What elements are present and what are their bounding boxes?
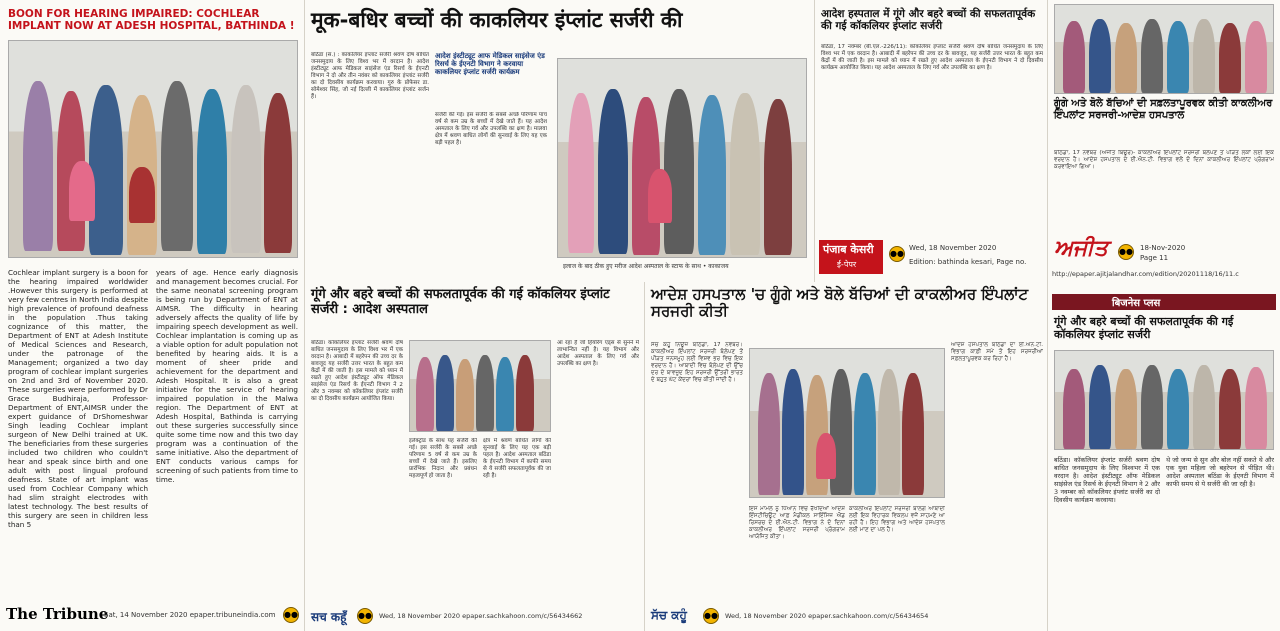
dainik-photo: [1054, 350, 1274, 450]
sachkahoon-top-headline: मूक-बधिर बच्चों की काकलियर इंप्लांट सर्जरी की: [311, 8, 683, 32]
sachkahoon-bottom-col4: आ रहा है जो हियरिंग एड्स से सुनने में लाभान्वित नहीं है। यह विभाग और आदेश अस्पताल के लिए गर्व और उपलब्धि का क्षण है।: [557, 340, 639, 367]
ajit-top-body: ਬਠਿੰਡਾ, 17 ਨਵੰਬਰ (ਅਜੀਤ ਬਿਊਰੋ)- ਕਾਕਲੀਅਰ ਇੰਪਲਾਂਟ ਸਰਜਰੀ ਬੋਲੇਪਣ ਤੋਂ ਪੀੜਤ ਲੋਕਾਂ ਲਈ ਇਕ ਵਰਦਾਨ ਹੈ। ਆਦੇਸ਼ ਹਸਪਤਾਲ ਦੇ ਈ.ਐਨ.ਟੀ. ਵਿਭਾਗ ਵਲੋਂ ਦੋ ਦਿਨਾਂ ਕਾਕਲੀਅਰ ਇੰਪਲਾਂਟ ਪ੍ਰੋਗਰਾਮ ਕਰਵਾਇਆ ਗਿਆ।: [1054, 150, 1274, 170]
sachkahoon-bottom-masthead: सच कहूँ: [311, 610, 347, 624]
clipping-ajit-bottom: [645, 282, 1048, 631]
sachkahoon-bottom-col1: बठिंडा। कॉकलियर इंप्लांट सर्जरी श्रवण दोष बाधित जनसमुदाय के लिए विश्व भर में एक वरदान है। आबादी में बहरेपन की उच्च दर के बावजूद यह सर्जरी उत्तर भारत के बहुत कम केंद्रों में की जाती है। इस मामले को ध्यान में रखते हुए आदेश इंस्टीट्यूट ऑफ मेडिकल साइंसेज एंड रिसर्च के ईएनटी विभाग ने 2 और 3 नवम्बर को कॉकलियर इंप्लांट सर्जरी का दो दिवसीय कार्यक्रम आयोजित किया।: [311, 340, 403, 402]
tribune-masthead: The Tribune: [6, 605, 109, 623]
person: [1115, 369, 1137, 449]
person: [1245, 367, 1267, 449]
child: [648, 169, 672, 223]
sachkahoon-bottom-headline: गूंगे और बहरे बच्चों की सफलतापूर्वक की गई कॉकलियर इंप्लांट सर्जरी : आदेश अस्पताल: [311, 287, 610, 317]
person: [598, 89, 628, 254]
person: [496, 357, 514, 431]
person: [1063, 21, 1085, 93]
person: [698, 95, 726, 255]
ajit-top-page: Page 11: [1140, 254, 1169, 262]
punjabkesari-footer-date: Wed, 18 November 2020: [909, 244, 997, 252]
clipping-sachkahoon-top: [305, 0, 815, 282]
ajit-bottom-col3: ਕਾਕਲੀਅਰ ਇੰਪਲਾਂਟ ਸਰਜਰੀ ਬਾਲਗ ਆਬਾਦੀ ਲਈ ਇਕ ਵਿਹਾਰਕ ਵਿਕਲਪ ਵਜੋਂ ਸਾਹਮਣੇ ਆ ਰਹੀ ਹੈ। ਇਹ ਵਿਭਾਗ ਅਤੇ ਆਦੇਸ਼ ਹਸਪਤਾਲ ਲਈ ਮਾਣ ਦਾ ਪਲ ਹੈ।: [849, 506, 945, 533]
person: [161, 81, 193, 251]
child: [816, 433, 836, 479]
clipping-sachkahoon-bottom: [305, 282, 645, 631]
owl-logo-icon: ●●: [357, 608, 373, 624]
person: [231, 85, 261, 253]
owl-logo-icon: ●●: [1118, 244, 1134, 260]
tribune-headline: BOON FOR HEARING IMPAIRED: COCHLEAR IMPLANT NOW AT ADESH HOSPITAL, BATHINDA !: [8, 8, 295, 33]
person: [23, 81, 53, 251]
person: [1167, 21, 1189, 93]
tribune-footer: Sat, 14 November 2020 epaper.tribuneindia.com: [104, 611, 276, 619]
ajit-bottom-col2: ਇਸ ਮਾਮਲੇ ਨੂੰ ਧਿਆਨ ਵਿਚ ਰੱਖਦਿਆਂ ਆਦੇਸ਼ ਇੰਸਟੀਚਿਊਟ ਆਫ਼ ਮੈਡੀਕਲ ਸਾਇੰਸਿਜ਼ ਐਂਡ ਰਿਸਰਚ ਦੇ ਈ.ਐਨ.ਟੀ. ਵਿਭਾਗ ਨੇ ਦੋ ਦਿਨਾਂ ਕਾਕਲੀਅਰ ਇੰਪਲਾਂਟ ਸਰਜਰੀ ਪ੍ਰੋਗਰਾਮ ਆਯੋਜਿਤ ਕੀਤਾ।: [749, 506, 845, 540]
clipping-tribune: [0, 0, 305, 631]
clipping-dainik-right: [1048, 282, 1280, 631]
dainik-section: बिजनेस प्लस: [1112, 298, 1161, 309]
sachkahoon-bottom-footer: Wed, 18 November 2020 epaper.sachkahoon.com/c/56434662: [379, 612, 583, 620]
punjabkesari-masthead-box: [819, 240, 883, 274]
person: [568, 93, 594, 253]
ajit-top-photo: [1054, 4, 1274, 94]
sachkahoon-bottom-col2: इलेक्ट्रोड के साथ यह सर्जरी की गई। इस सर्जरी के सबसे अच्छे परिणाम 5 वर्ष से कम उम्र के बच्चों में देखे जाते हैं। इसलिए प्रारंभिक निदान और प्रबंधन महत्वपूर्ण हो जाता है।: [409, 438, 477, 479]
person: [878, 369, 900, 495]
child: [129, 167, 155, 223]
owl-logo-icon: ●●: [889, 246, 905, 262]
person: [1089, 19, 1111, 93]
punjabkesari-masthead: पंजाब केसरी: [823, 243, 874, 256]
dainik-col2: थे जो जन्म से सुन और बोल नहीं सकते थे और एक युवा महिला जो बहरेपन से पीड़ित थी। आदेश अस्पताल बठिंडा के ईएनटी विभाग में काफी समय से ये सर्जरी की जा रही है।: [1166, 456, 1274, 488]
person: [1219, 23, 1241, 93]
sachkahoon-top-subhead: आदेश इंस्टीट्यूट आफ मेडिकल साइंसेज एंड रिसर्च के ईएनटी विभाग ने करवाया काकलियर इंप्लांट सर्जरी कार्यक्रम: [435, 52, 545, 77]
person: [782, 369, 804, 495]
ajit-bottom-col4: ਆਦੇਸ਼ ਹਸਪਤਾਲ ਬਠਿੰਡਾ ਦਾ ਈ.ਐਨ.ਟੀ. ਵਿਭਾਗ ਕਾਫ਼ੀ ਸਮੇਂ ਤੋਂ ਇਹ ਸਰਜਰੀਆਂ ਸਫ਼ਲਤਾਪੂਰਵਕ ਕਰ ਰਿਹਾ ਹੈ।: [951, 342, 1043, 362]
person: [764, 99, 792, 255]
person: [1089, 365, 1111, 449]
sachkahoon-top-caption: इलाज के बाद ठीक हुए मरीज आदेश अस्पताल के स्टाफ के साथ • काकाजय: [563, 263, 729, 270]
person: [1245, 21, 1267, 93]
person: [1193, 365, 1215, 449]
sachkahoon-bottom-photo: [409, 340, 551, 432]
person: [89, 85, 123, 255]
punjabkesari-headline: आदेश हस्पताल में गूंगे और बहरे बच्चों की सफलतापूर्वक की गई कॉकलियर इंप्लांट सर्जरी: [821, 8, 1036, 33]
punjabkesari-body: बठिंडा, 17 नवम्बर (बी.एल.-226/11): कॉकलियर इंप्लांट सर्जरी श्रवण दोष बाधित जनसमुदाय के लिए विश्व भर में एक वरदान है। आबादी में बहरेपन की उच्च दर के बावजूद, यह सर्जरी उत्तर भारत के बहुत कम केंद्रों में की जाती है। इस मामले को ध्यान में रखते हुए आदेश अस्पताल के ईएनटी विभाग ने दो दिवसीय कार्यक्रम आयोजित किया। यह आदेश अस्पताल के लिए गर्व और उपलब्धि का क्षण है।: [821, 44, 1043, 71]
person: [1115, 23, 1137, 93]
ajit-bottom-footer: Wed, 18 November 2020 epaper.sachkahoon.com/c/56434654: [725, 612, 929, 620]
ajit-bottom-masthead: ਸੱਚ ਕਹੂੰ: [651, 608, 687, 622]
ajit-bottom-col1: ਸੰਚ ਕਹੂੰ ਨਿਊਜ਼ ਬਠਿੰਡਾ, 17 ਨਵੰਬਰ। ਕਾਕਲੀਅਰ ਇੰਪਲਾਂਟ ਸਰਜਰੀ ਬੋਲ਼ੇਪਣ ਤੋਂ ਪੀੜਤ ਜਨਸਮੂਹ ਲਈ ਵਿਸ਼ਵ ਭਰ ਵਿਚ ਇਕ ਵਰਦਾਨ ਹੈ। ਆਬਾਦੀ ਵਿਚ ਬੋਲ਼ੇਪਣ ਦੀ ਉੱਚ ਦਰ ਦੇ ਬਾਵਜੂਦ ਇਹ ਸਰਜਰੀ ਉੱਤਰੀ ਭਾਰਤ ਦੇ ਬਹੁਤ ਘੱਟ ਕੇਂਦਰਾਂ ਵਿਚ ਕੀਤੀ ਜਾਂਦੀ ਹੈ।: [651, 342, 743, 383]
punjabkesari-footer-edition: Edition: bathinda kesari, Page no.: [909, 258, 1027, 266]
sachkahoon-top-col1: बठिंडा (सं.) : काकलियर इंप्लांट सर्जरी श्रवण दोष बाधित जनसमुदाय के लिए विश्व भर में वरदान है। आदेश इंस्टीट्यूट आफ मेडिकल साइंसेज एंड रिसर्च के ईएनटी विभाग ने दो और तीन नवंबर को काकलियर इंप्लांट सर्जरी का दो दिवसीय कार्यक्रम करवाया। गुरु के प्रोफेसर डा. सोमेश्वर सिंह, जो नई दिल्ली में काकलियर इंप्लांट सर्जन हैं।: [311, 52, 429, 100]
sachkahoon-top-photo: [557, 58, 807, 258]
person: [476, 355, 494, 431]
person: [664, 89, 694, 254]
sachkahoon-top-col2: सर्जरी की गई। इस सर्जरी के सबसे अच्छे परिणाम पांच वर्ष से कम उम्र के बच्चों में देखे जाते हैं। यह आदेश अस्पताल के लिए गर्व और उपलब्धि का क्षण है। मालवा क्षेत्र में श्रवण बाधित लोगों की सुनवाई के लिए यह एक बड़ी पहल है।: [435, 112, 547, 146]
person: [902, 373, 924, 495]
owl-logo-icon: ●●: [703, 608, 719, 624]
punjabkesari-subbrand: ई-पेपर: [837, 260, 857, 269]
clipping-ajit-top: [1048, 0, 1280, 282]
person: [456, 359, 474, 431]
tribune-col1: Cochlear implant surgery is a boon for the hearing impaired worldwider .However this surgery is performed at very few centres in North India despite high prevalence of profound deafness in the population .Thus taking cognizance of this matter, the Department of ENT at Adesh Institute of Medical Sciences and Research, under the patronage of the Management; organized a two day program of cochlear implant surgeries on 2nd and 3rd of November 2020. These surgeries were performed by Dr Grace Budhiraja, Professor-Department of ENT,AIMSR under the expert guidance of DrShomeshwar Singh leading Cochlear implant surgeon of New Delhi trained at UK. The beneficiaries from these surgeries included two children who couldn't hear and speak since birth and one adult with post lingual profound deafness. State of art implant was used from Cochlear Company which had slim straight electrodes with latest technology. The best results of this surgery are seen in children less than 5: [8, 268, 148, 529]
dainik-headline: गूंगे और बहरे बच्चों की सफलतापूर्वक की गई कॉकलियर इंप्लांट सर्जरी: [1054, 315, 1234, 341]
person: [197, 89, 227, 254]
person: [854, 373, 876, 495]
person: [436, 355, 454, 431]
person: [1167, 369, 1189, 449]
person: [1193, 19, 1215, 93]
person: [730, 93, 760, 255]
person: [1141, 19, 1163, 93]
ajit-top-url: http://epaper.ajitjalandhar.com/edition/20201118/16/11.c: [1052, 270, 1239, 278]
person: [516, 355, 534, 431]
person: [1219, 369, 1241, 449]
ajit-bottom-photo: [749, 348, 945, 498]
ajit-top-date: 18-Nov-2020: [1140, 244, 1186, 252]
sachkahoon-bottom-col3: क्षेत्र में श्रवण बाधित लोगों की सुनवाई के लिए यह एक बड़ी पहल है। आदेश अस्पताल बठिंडा के ईएनटी विभाग में काफी समय से ये सर्जरी सफलतापूर्वक की जा रही है।: [483, 438, 551, 479]
person: [416, 357, 434, 431]
tribune-photo: [8, 40, 298, 258]
tribune-col2: years of age. Hence early diagnosis and management becomes crucial. For the same neonatal screening program is being run by Department of ENT at AIMSR. The difficulty in hearing adversely affects the quality of life by impairing speech development as well. Cochlear implantation is coming up as a viable option for adult population not benefited by hearing aids. It is a moment of sheer pride and achievement for the department and Adesh Hospital. It is also a great initiative for the service of hearing impaired population in the Malwa region. The Department of ENT at Adesh Hospital, Bathinda is carrying out these surgeries successfully since quite some time now and this two day program was a continuation of the same initiative. Also the department of ENT conducts various camps for screening of such patients from time to time.: [156, 268, 298, 484]
clipping-punjabkesari: [815, 0, 1048, 282]
ajit-top-headline: ਗੂੰਗੇ ਅਤੇ ਬੋਲੇ ਬੱਚਿਆਂ ਦੀ ਸਫ਼ਲਤਾਪੂਰਵਕ ਕੀਤੀ ਕਾਕਲੀਅਰ ਇੰਪਲਾਂਟ ਸਰਜਰੀ-ਆਦੇਸ਼ ਹਸਪਤਾਲ: [1054, 98, 1273, 121]
dainik-col1: बठिंडा। कॉकलियर इंप्लांट सर्जरी श्रवण दोष बाधित जनसमुदाय के लिए विश्वभर में एक वरदान है। आदेश इंस्टीट्यूट ऑफ मेडिकल साइंसेज एंड रिसर्च के ईएनटी विभाग ने 2 और 3 नवम्बर को कॉकलियर इंप्लांट सर्जरी का दो दिवसीय कार्यक्रम करवाया।: [1054, 456, 1160, 504]
ajit-top-masthead: ਅਜੀਤ: [1054, 236, 1108, 261]
person: [758, 373, 780, 495]
ajit-bottom-headline: ਆਦੇਸ਼ ਹਸਪਤਾਲ 'ਚ ਗੂੰਗੇ ਅਤੇ ਬੋਲੇ ਬੱਚਿਆਂ ਦੀ ਕਾਕਲੀਅਰ ਇੰਪਲਾਂਟ ਸਰਜਰੀ ਕੀਤੀ: [651, 285, 1029, 321]
owl-logo-icon: ●●: [283, 607, 299, 623]
dainik-section-bar: [1052, 294, 1276, 310]
person: [1063, 369, 1085, 449]
person: [264, 93, 292, 253]
child: [69, 161, 95, 221]
person: [1141, 365, 1163, 449]
